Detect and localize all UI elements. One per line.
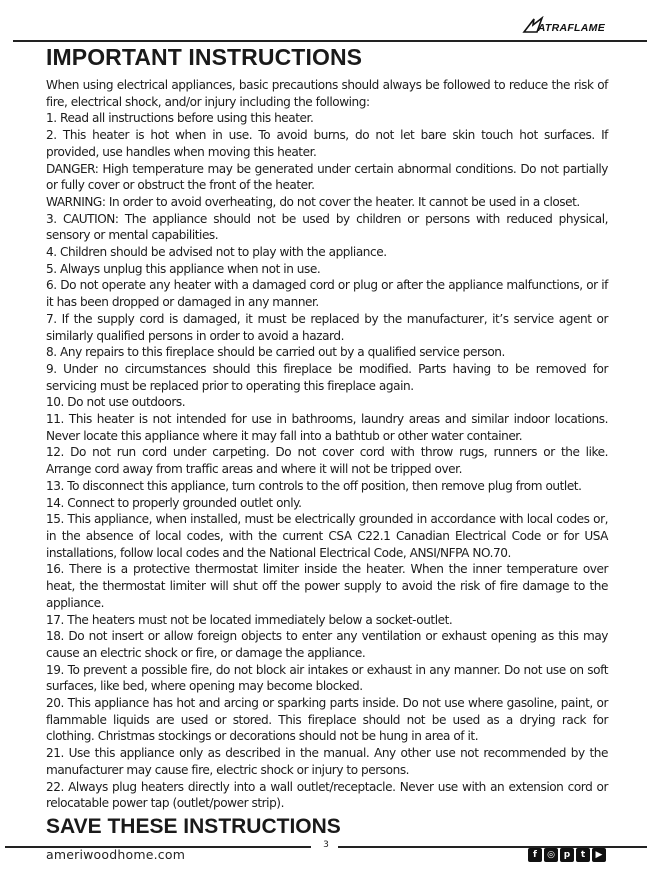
instruction-item: 5. Always unplug this appliance when not in use. <box>46 261 321 276</box>
instruction-item: 7. If the supply cord is damaged, it must be replaced by the manufacturer, it’s service agent or similarly qualified persons in order to avoid a hazard. <box>46 311 608 343</box>
instruction-item: 3. CAUTION: The appliance should not be used by children or persons with reduced physical, sensory or mental capabilities. <box>46 211 608 243</box>
brand-name: ATRAFLAME <box>537 22 605 34</box>
instruction-item: 13. To disconnect this appliance, turn controls to the off position, then remove plug from outlet. <box>46 478 582 493</box>
header-divider <box>13 40 647 42</box>
brand-logo <box>538 22 605 34</box>
instruction-item: 19. To prevent a possible fire, do not block air intakes or exhaust in any manner. Do not use on soft surfaces, like bed, where opening may become blocked. <box>46 662 608 694</box>
flame-logo-icon <box>522 16 544 34</box>
website-link[interactable]: ameriwoodhome.com <box>46 847 186 862</box>
instruction-item: 8. Any repairs to this fireplace should be carried out by a qualified service person. <box>46 345 505 360</box>
intro-paragraph: When using electrical appliances, basic precautions should always be followed to reduce the risk of fire, electrical shock, and/or injury including the following: <box>46 78 608 109</box>
instruction-item: 12. Do not run cord under carpeting. Do not cover cord with throw rugs, runners or the like. Arrange cord away from traffic areas and where it will not be tripped over. <box>46 445 608 477</box>
instruction-item: 21. Use this appliance only as described in the manual. Any other use not recommended by the manufacturer may cause fire, electric shock or injury to persons. <box>46 746 608 777</box>
instruction-item: 22. Always plug heaters directly into a wall outlet/receptacle. Never use with an extension cord or relocatable power tap (outlet/power strip). <box>46 779 608 811</box>
instruction-item: 15. This appliance, when installed, must be electrically grounded in accordance with local codes or, in the absence of local codes, with the current CSA C22.1 Canadian Electrical Code or for USA installations, follow local codes and the National Electrical Code, ANSI/NFPA NO.70. <box>46 512 608 560</box>
instruction-item: 6. Do not operate any heater with a damaged cord or plug or after the appliance malfunctions, or if it has been dropped or damaged in any manner. <box>46 278 608 310</box>
youtube-icon[interactable]: ▶ <box>592 848 606 862</box>
pinterest-icon[interactable]: p <box>560 848 574 862</box>
instructions-body <box>46 77 608 812</box>
instruction-item: 2. This heater is hot when in use. To avoid burns, do not let bare skin touch hot surfaces. If provided, use handles when moving this heater. <box>46 128 608 159</box>
instruction-item: 14. Connect to properly grounded outlet only. <box>46 495 302 510</box>
instruction-item: 10. Do not use outdoors. <box>46 395 186 410</box>
instruction-item: WARNING: In order to avoid overheating, do not cover the heater. It cannot be used in a closet. <box>46 194 580 209</box>
instruction-item: 18. Do not insert or allow foreign objects to enter any ventilation or exhaust opening as this may cause an electric shock or fire, or damage the appliance. <box>46 629 608 660</box>
instagram-icon[interactable]: ◎ <box>544 848 558 862</box>
instruction-item: 1. Read all instructions before using this heater. <box>46 111 314 126</box>
instructions-list <box>46 110 608 812</box>
instruction-item: DANGER: High temperature may be generated under certain abnormal conditions. Do not partially or fully cover or obstruct the front of the heater. <box>46 161 608 193</box>
instruction-item: 4. Children should be advised not to play with the appliance. <box>46 245 387 260</box>
social-icons <box>528 848 606 862</box>
twitter-icon[interactable]: t <box>576 848 590 862</box>
instruction-item: 20. This appliance has hot and arcing or sparking parts inside. Do not use where gasoline, paint, or flammable liquids are used or stored. This fireplace should not be used as a drying rack for clothing. Christmas stockings or decorations should not be hung in area of it. <box>46 696 608 744</box>
page-title: IMPORTANT INSTRUCTIONS <box>46 44 363 70</box>
save-instructions-heading: SAVE THESE INSTRUCTIONS <box>46 815 341 838</box>
instruction-item: 17. The heaters must not be located immediately below a socket-outlet. <box>46 612 453 627</box>
instruction-item: 9. Under no circumstances should this fireplace be modified. Parts having to be removed for servicing must be replaced prior to operating this fireplace again. <box>46 361 608 393</box>
instruction-item: 11. This heater is not intended for use in bathrooms, laundry areas and similar indoor locations. Never locate this appliance where it may fall into a bathtub or other water container. <box>46 412 608 443</box>
instruction-item: 16. There is a protective thermostat limiter inside the heater. When the inner temperature over heat, the thermostat limiter will shut off the power supply to avoid the risk of fire damage to the appliance. <box>46 562 608 610</box>
page-number: 3 <box>323 840 329 850</box>
facebook-icon[interactable]: f <box>528 848 542 862</box>
